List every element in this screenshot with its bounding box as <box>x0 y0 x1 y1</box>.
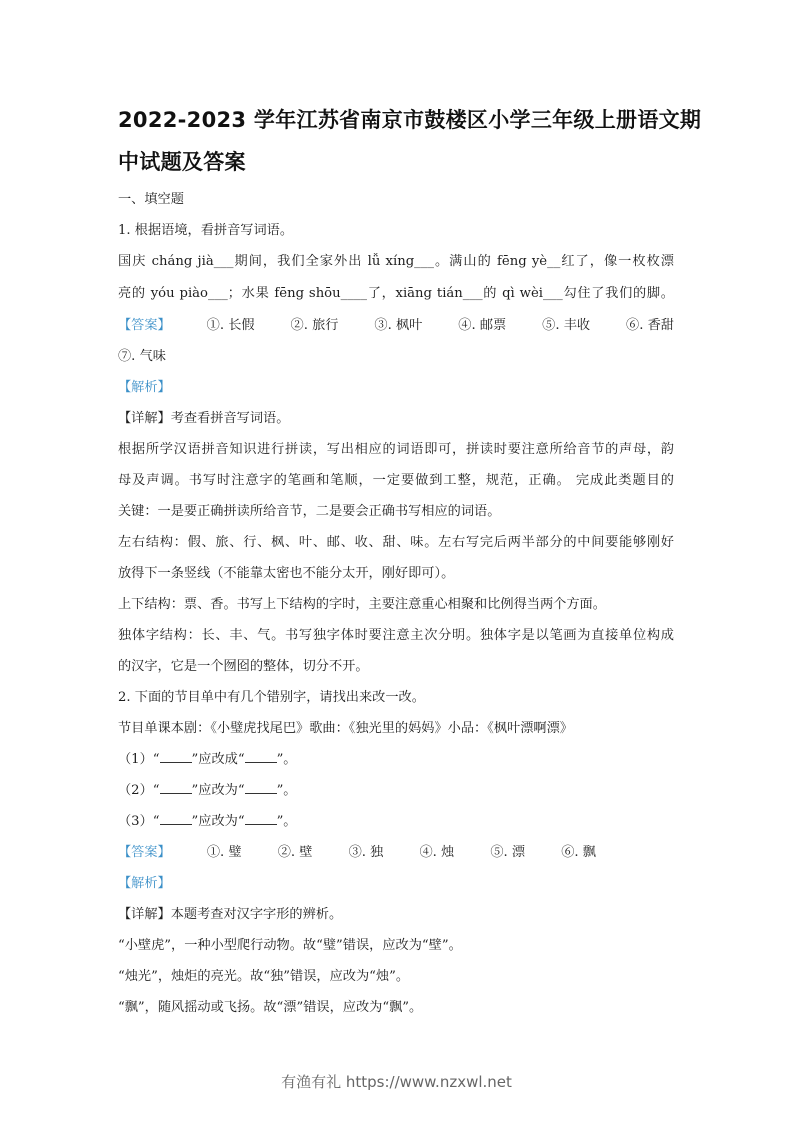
q1-detail <box>118 407 289 426</box>
item-mid-text: ”应改为“ <box>191 814 245 829</box>
q1-answer-5: ⑤. 丰收 <box>542 318 591 333</box>
q1-answer-6: ⑥. 香甜 <box>626 318 674 333</box>
answer-tag: 【答案】 <box>118 845 171 860</box>
q2-explain-2: “烛光”，烛炬的亮光。故“独”错误，应改为“烛”。 <box>118 969 410 984</box>
q2-program: 节目单课本剧：《小璧虎找尾巴》歌曲：《独光里的妈妈》小品：《枫叶漂啊漂》 <box>118 721 573 736</box>
close-quote: ”。 <box>276 752 297 767</box>
close-quote: ”。 <box>276 783 297 798</box>
q1-answer-4: ④. 邮票 <box>458 318 507 333</box>
blank <box>245 792 277 794</box>
detail-tag: 【详解】 <box>118 411 171 426</box>
q1-answer-1: ①. 长假 <box>206 318 255 333</box>
open-quote: “ <box>152 783 160 798</box>
q2-answer-4: ④. 烛 <box>419 845 455 860</box>
blank <box>160 761 192 763</box>
item-mid-text: ”应改成“ <box>191 752 245 767</box>
item-number: （2） <box>118 783 153 798</box>
open-quote: “ <box>152 752 160 767</box>
detail-tag: 【详解】 <box>118 907 171 922</box>
item-mid-text: ”应改为“ <box>191 783 245 798</box>
q2-item-3 <box>118 810 297 829</box>
q1-para4-line2: 的汉字，它是一个囫囵的整体，切分不开。 <box>118 659 369 674</box>
blank <box>160 792 192 794</box>
answer-tag: 【答案】 <box>118 318 171 333</box>
q1-prompt: 1. 根据语境，看拼音写词语。 <box>118 223 294 238</box>
q1-para1-line2: 母及声调。书写时注意字的笔画和笔顺，一定要做到工整，规范，正确。 完成此类题目的 <box>118 473 674 488</box>
detail-intro: 考查看拼音写词语。 <box>170 411 290 426</box>
q2-explain-1: “小壁虎”，一种小型爬行动物。故“璧”错误，应改为“壁”。 <box>118 938 462 953</box>
q2-detail <box>118 903 342 922</box>
document-title-line1: 2022-2023 学年江苏省南京市鼓楼区小学三年级上册语文期 <box>118 108 702 132</box>
blank <box>160 823 192 825</box>
q2-answer-1: ①. 璧 <box>206 845 242 860</box>
q1-answer-2: ②. 旅行 <box>290 318 339 333</box>
q2-answer-5: ⑤. 漂 <box>490 845 526 860</box>
q2-item-1 <box>118 748 297 767</box>
q1-para2-line1: 左右结构：假、旅、行、枫、叶、邮、收、甜、味。左右写完后两半部分的中间要能够刚好 <box>118 535 674 550</box>
item-number: （3） <box>118 814 153 829</box>
close-quote: ”。 <box>276 814 297 829</box>
q1-para2-line2: 放得下一条竖线（不能靠太密也不能分太开，刚好即可）。 <box>118 566 455 581</box>
q1-para4-line1: 独体字结构：长、丰、气。书写独字体时要注意主次分明。独体字是以笔画为直接单位构成 <box>118 628 674 643</box>
q1-para1-line3: 关键：一是要正确拼读所给音节，二是要会正确书写相应的词语。 <box>118 504 501 519</box>
q1-answer-7: ⑦. 气味 <box>118 349 166 364</box>
blank <box>245 823 277 825</box>
q2-answer-6: ⑥. 飘 <box>561 845 596 860</box>
q1-text-line1: 国庆 cháng jià___期间，我们全家外出 lǚ xíng___。满山的 fēng yè__红了，像一枚枚漂 <box>118 254 674 269</box>
q1-answer-row <box>118 314 674 333</box>
q2-answer-3: ③. 独 <box>348 845 384 860</box>
footer-watermark: 有渔有礼 https://www.nzxwl.net <box>281 1073 512 1091</box>
open-quote: “ <box>152 814 160 829</box>
q2-prompt: 2. 下面的节目单中有几个错别字，请找出来改一改。 <box>118 690 425 705</box>
q1-text-line2: 亮的 yóu piào___；水果 fēng shōu____了，xiāng tián___的 qì wèi___勾住了我们的脚。 <box>118 286 674 301</box>
q1-para3: 上下结构：票、香。书写上下结构的字时，主要注意重心相聚和比例得当两个方面。 <box>118 597 606 612</box>
q1-para1-line1: 根据所学汉语拼音知识进行拼读，写出相应的词语即可，拼读时要注意所给音节的声母，韵 <box>118 442 674 457</box>
q2-analysis-tag: 【解析】 <box>118 876 171 891</box>
q1-analysis-tag: 【解析】 <box>118 380 171 395</box>
q2-explain-3: “飘”，随风摇动或飞扬。故“漂”错误，应改为“飘”。 <box>118 1000 423 1015</box>
item-number: （1） <box>118 752 153 767</box>
q2-answer-row <box>118 841 596 860</box>
q2-item-2 <box>118 779 297 798</box>
detail-intro: 本题考查对汉字字形的辨析。 <box>170 907 343 922</box>
q1-answer-3: ③. 枫叶 <box>374 318 423 333</box>
section-heading: 一、填空题 <box>118 192 184 207</box>
blank <box>245 761 277 763</box>
document-title-line2: 中试题及答案 <box>118 150 246 174</box>
q2-answer-2: ②. 壁 <box>277 845 313 860</box>
